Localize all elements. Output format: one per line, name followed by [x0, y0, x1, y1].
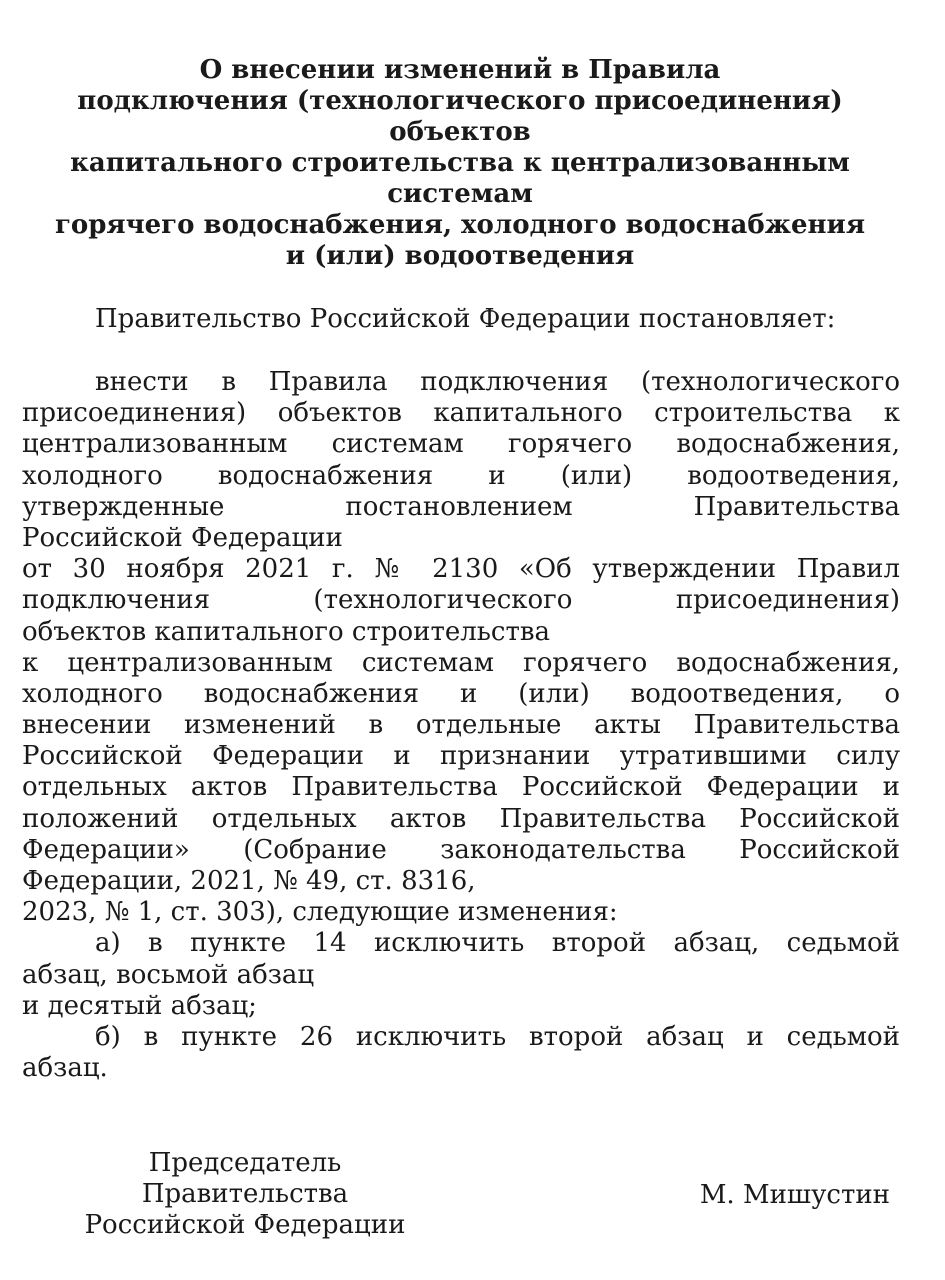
preamble: Правительство Российской Федерации постановляет:: [95, 304, 836, 334]
signatory-position: [40, 1148, 450, 1241]
body-line: а) в пункте 14 исключить второй абзац, седьмой: [95, 928, 900, 959]
body-line: от 30 ноября 2021 г. № 2130 «Об утверждении Правил: [22, 554, 900, 585]
body-line: объектов капитального строительства: [22, 616, 551, 647]
body-line: Российской Федерации: [22, 522, 343, 553]
body-line: Федерации, 2021, № 49, ст. 8316,: [22, 866, 476, 896]
body-line: холодного водоснабжения и (или) водоотведения,: [22, 460, 900, 491]
body-line: внесении изменений в отдельные акты Правительства: [22, 710, 900, 741]
title-line: капитального строительства к централизованным: [70, 148, 850, 178]
body-line: абзац, восьмой абзац: [22, 959, 315, 990]
title-line: объектов: [389, 117, 531, 147]
signatory-position-line: Председатель: [148, 1148, 342, 1178]
body-line: абзац.: [22, 1053, 108, 1084]
body-line: Федерации» (Собрание законодательства Российской: [22, 834, 900, 865]
body-line: 2023, № 1, ст. 303), следующие изменения:: [22, 897, 618, 928]
document-body: [22, 367, 900, 1084]
body-line: внести в Правила подключения (технологического: [95, 367, 900, 397]
body-line: положений отдельных актов Правительства Российской: [22, 803, 900, 834]
body-line: отдельных актов Правительства Российской Федерации и: [22, 772, 900, 803]
document-title: [20, 55, 900, 272]
signatory-position-line: Российской Федерации: [84, 1210, 406, 1240]
body-line: к централизованным системам горячего водоснабжения,: [22, 647, 900, 678]
signatory-name: М. Мишустин: [699, 1180, 890, 1210]
title-line: подключения (технологического присоединения): [77, 86, 843, 116]
body-line: и десятый абзац;: [22, 990, 257, 1021]
body-line: Российской Федерации и признании утратившими силу: [22, 741, 900, 772]
body-line: утвержденные постановлением Правительства: [22, 491, 900, 522]
body-line: холодного водоснабжения и (или) водоотведения, о: [22, 678, 900, 709]
title-line: и (или) водоотведения: [285, 241, 635, 271]
title-line: горячего водоснабжения, холодного водоснабжения: [54, 210, 866, 240]
signatory-position-line: Правительства: [141, 1179, 349, 1209]
body-line: б) в пункте 26 исключить второй абзац и седьмой: [95, 1021, 900, 1052]
body-line: подключения (технологического присоединения): [22, 585, 900, 616]
title-line: О внесении изменений в Правила: [199, 55, 721, 85]
title-line: системам: [387, 179, 533, 209]
body-line: присоединения) объектов капитального строительства к: [22, 398, 900, 429]
body-line: централизованным системам горячего водоснабжения,: [22, 429, 900, 460]
